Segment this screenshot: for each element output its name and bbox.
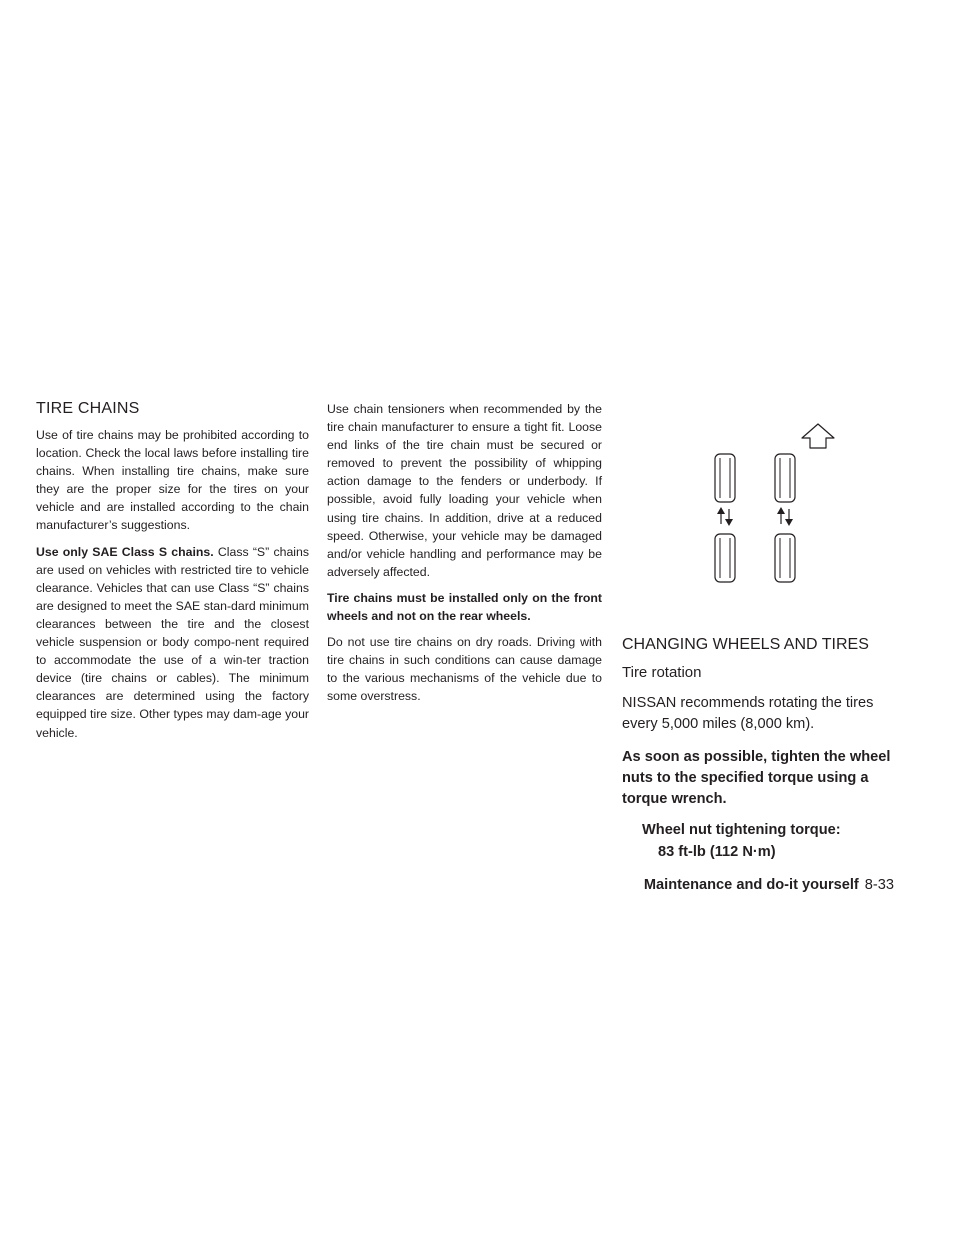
- sae-class-s-lead: Use only SAE Class S chains.: [36, 544, 214, 559]
- front-direction-arrow-icon: [802, 424, 834, 448]
- front-left-tire-icon: [715, 454, 735, 502]
- tire-chains-paragraph-2: [36, 543, 309, 742]
- torque-label: Wheel nut tightening torque:: [642, 822, 841, 838]
- rear-right-tire-icon: [775, 534, 795, 582]
- tire-chains-column-1: [36, 400, 309, 750]
- tire-rotation-paragraph: NISSAN recommends rotating the tires every 5,000 miles (8,000 km).: [622, 695, 874, 732]
- front-right-tire-icon: [775, 454, 795, 502]
- tire-chains-warning: Tire chains must be installed only on the front wheels and not on the rear wheels.: [327, 590, 602, 624]
- tire-rotation-subheading: Tire rotation: [622, 664, 702, 681]
- changing-wheels-column: [622, 636, 897, 862]
- rear-left-tire-icon: [715, 534, 735, 582]
- tire-chains-paragraph-3: Use chain tensioners when recommended by the tire chain manufacturer to ensure a tight fit. Loose end links of the tire chain must be secured or removed to prevent the possibility of whipping action damage to the fenders or underbody. If possible, avoid fully loading your vehicle when using tire chains. In addition, drive at a reduced speed. Otherwise, your vehicle may be damaged and/or vehicle handling and performance may be adversely affected.: [327, 402, 602, 579]
- page-number: 8-33: [864, 877, 894, 893]
- tire-rotation-diagram: [700, 420, 840, 590]
- left-swap-arrows-icon: [717, 507, 733, 526]
- tire-chains-heading: TIRE CHAINS: [36, 400, 140, 417]
- tire-chains-paragraph-1: Use of tire chains may be prohibited according to location. Check the local laws before installing tire chains. When installing tire chains, make sure they are the proper size for the tires on your vehicle and are installed according to the chain manufacturer’s suggestions.: [36, 428, 309, 533]
- right-swap-arrows-icon: [777, 507, 793, 526]
- torque-instruction: As soon as possible, tighten the wheel nuts to the specified torque using a torque wrench.: [622, 749, 891, 807]
- tire-chains-column-2: [327, 400, 602, 714]
- chapter-title: Maintenance and do-it yourself: [643, 877, 859, 893]
- page-footer: [644, 877, 894, 893]
- changing-wheels-heading: CHANGING WHEELS AND TIRES: [622, 636, 869, 653]
- torque-value: 83 ft-lb (112 N·m): [658, 844, 776, 860]
- sae-class-s-text: Class “S” chains are used on vehicles with restricted tire to vehicle clearance. Vehicles that can use Class “S” chains are designed to meet the SAE stan-dard minimum clearances between the tire and the closest vehicle suspension or body compo-nent required to accommodate the use of a win-ter traction device (tire chains or cables). The minimum clearances are determined using the factory equipped tire size. Other types may dam-age your vehicle.: [36, 544, 310, 740]
- tire-chains-paragraph-5: Do not use tire chains on dry roads. Driving with tire chains in such conditions can cause damage to the various mechanisms of the vehicle due to some overstress.: [327, 635, 602, 704]
